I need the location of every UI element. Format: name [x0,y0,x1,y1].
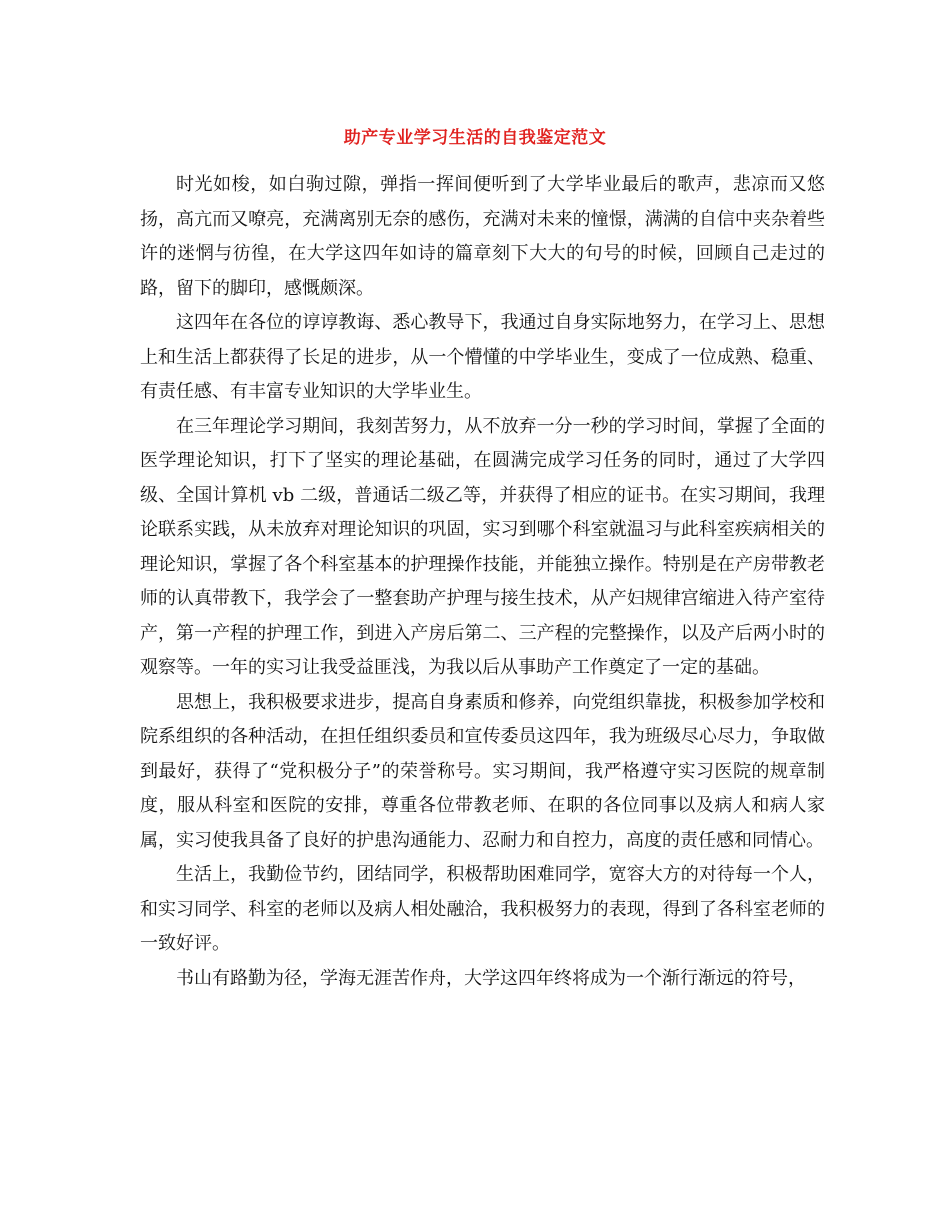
document-title: 助产专业学习生活的自我鉴定范文 [343,128,607,148]
paragraph-life: 生活上，我勤俭节约，团结同学，积极帮助困难同学，宽容大方的对待每一个人，和实习同学、科室的老师以及病人相处融洽，我积极努力的表现，得到了各科室老师的一致好评。 [140,864,825,954]
document-body [140,168,825,996]
paragraph-closing: 书山有路勤为径，学海无涯苦作舟，大学这四年终将成为一个渐行渐远的符号， [176,967,806,989]
paragraph-intro: 时光如梭，如白驹过隙，弹指一挥间便听到了大学毕业最后的歌声，悲凉而又悠扬，高亢而又嘹亮，充满离别无奈的感伤，充满对未来的憧憬，满满的自信中夹杂着些许的迷惘与彷徨，在大学这四年如诗的篇章刻下大大的句号的时候，回顾自己走过的路，留下的脚印，感慨颇深。 [140,174,825,299]
paragraph-progress: 这四年在各位的谆谆教诲、悉心教导下，我通过自身实际地努力，在学习上、思想上和生活上都获得了长足的进步，从一个懵懂的中学毕业生，变成了一位成熟、稳重、有责任感、有丰富专业知识的大学毕业生。 [140,312,825,402]
paragraph-ideology: 思想上，我积极要求进步，提高自身素质和修养，向党组织靠拢，积极参加学校和院系组织的各种活动，在担任组织委员和宣传委员这四年，我为班级尽心尽力，争取做到最好，获得了“党积极分子”的荣誉称号。实习期间，我严格遵守实习医院的规章制度，服从科室和医院的安排，尊重各位带教老师、在职的各位同事以及病人和病人家属，实习使我具备了良好的护患沟通能力、忍耐力和自控力，高度的责任感和同情心。 [140,691,825,851]
paragraph-study: 在三年理论学习期间，我刻苦努力，从不放弃一分一秒的学习时间，掌握了全面的医学理论知识，打下了坚实的理论基础，在圆满完成学习任务的同时，通过了大学四级、全国计算机 vb 二级，普通话二级乙等，并获得了相应的证书。在实习期间，我理论联系实践，从未放弃对理论知识的巩固，实习到哪个科室就温习与此科室疾病相关的理论知识，掌握了各个科室基本的护理操作技能，并能独立操作。特别是在产房带教老师的认真带教下，我学会了一整套助产护理与接生技术，从产妇规律宫缩进入待产室待产，第一产程的护理工作，到进入产房后第二、三产程的完整操作，以及产后两小时的观察等。一年的实习让我受益匪浅，为我以后从事助产工作奠定了一定的基础。 [140,415,825,678]
